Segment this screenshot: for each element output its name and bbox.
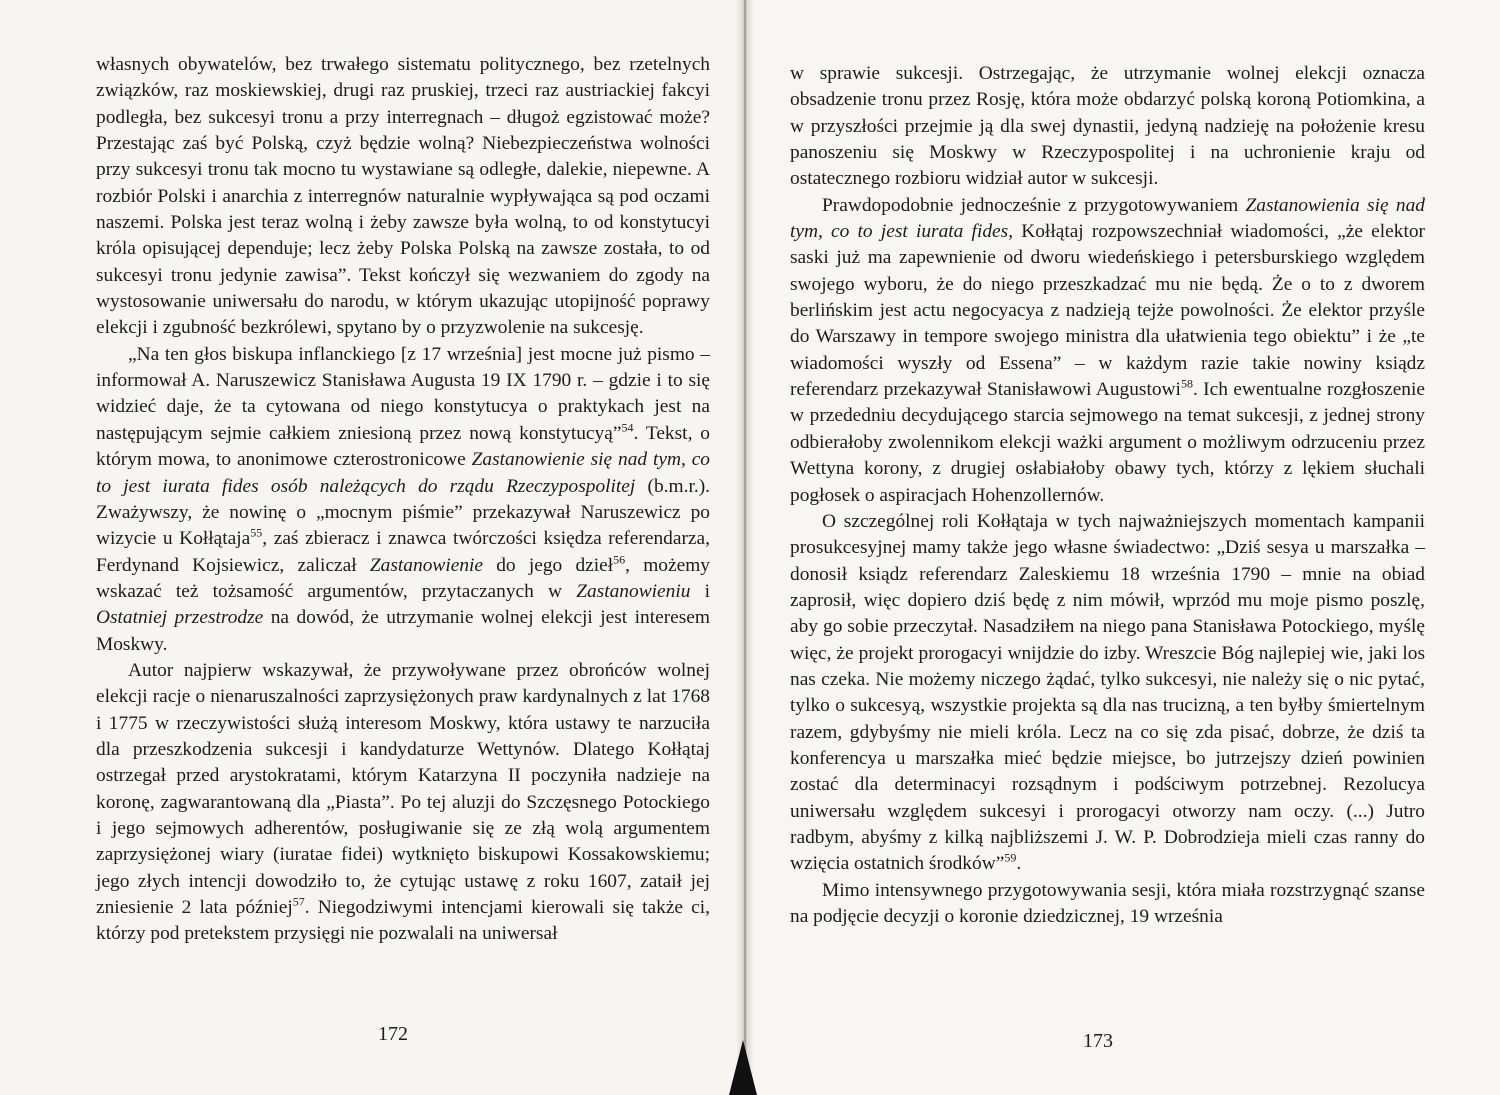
italic-title: Zastanowienie bbox=[369, 554, 484, 576]
text-run: Autor najpierw wskazywał, że przywoływane przez obrońców wolnej elekcji racje o nienaruszalności zaprzysiężonych praw kardynalnych z lat 1768 i 1775 w rzeczywistości służą interesom Moskwy, która ustawy te narzuciła dla przeszkodzenia sukcesji i kandydaturze Wettynów. Dlatego Kołłątaj ostrzegał przed arystokratami, którym Katarzyna II poczyniła nadzieje na koronę, zagwarantowaną dla „Piasta”. Po tej aluzji do Szczęsnego Potockiego i jego sejmowych adherentów, posługiwanie się ze złą wolą argumentem zaprzysiężonej wiary (iuratae fidei) wytknięto biskupowi Kossakowskiemu; jego złych intencji dowodziło to, że cytując ustawę z roku 1607, zataił jej zniesienie 2 lata później bbox=[96, 659, 710, 918]
paragraph bbox=[96, 52, 710, 342]
paragraph bbox=[790, 509, 1425, 878]
text-run: Prawdopodobnie jednocześnie z przygotowywaniem bbox=[822, 194, 1246, 216]
paragraph bbox=[96, 342, 710, 658]
footnote-ref: 55 bbox=[250, 525, 263, 540]
italic-title: Zastanowienia się nad tym, co to jest iurata fides bbox=[790, 194, 1425, 243]
text-run: O szczególnej roli Kołłątaja w tych najważniejszych momentach kampanii prosukcesyjnej mamy także jego własne świadectwo: „Dziś sesya u marszałka – donosił ksiądz referendarz Zaleskiemu 18 września 1790 – mnie na obiad zaprosił, więc dopiero dziś będę z nim mówił, wprzód mu moje pismo poszlę, aby go sobie przeczytał. Nasadziłem na niego pana Stanisława Potockiego, myślę więc, że projekt prorogacyi wnijdzie do izby. Wreszcie Bóg najlepiej wie, jaki los nas czeka. Nie możemy niczego żądać, tylko sukcesyi, nie należy się o nic pytać, tylko o sukcesyą, wszystkie projekta są dla nas trucizną, a ten byłby śmiertelnym razem, gdybyśmy nie mieli króla. Lecz na co się zda pisać, dobrze, że dziś ta konferencya u marszałka mieć będzie miejsce, bo jutrzejszy dzień powinien zostać dla determinacyi rozsądnym i podściwym potrzebnej. Rezolucya uniwersału względem sukcesyi i prorogacyi otworzy nam oczy. (...) Jutro radbym, abyśmy z kilką najbliższemi J. W. P. Dobrodzieja mieli czas ranny do wzięcia ostatnich środków” bbox=[790, 510, 1425, 875]
text-run: . Ich ewentualne rozgłoszenie w przededniu decydującego starcia sejmowego na temat sukcesji, z jednej strony odbierałoby zwolennikom elekcji ważki argument o możliwym odrzuceniu przez Wettyna korony, z drugiej osłabiałoby obawy tych, którzy z lękiem słuchali pogłosek o aspiracjach Hohenzollernów. bbox=[790, 379, 1425, 506]
text-run: (b.m.r.). Zważywszy, że nowinę o „mocnym piśmie” przekazywał Naruszewicz po wizycie u Kołłątaja bbox=[96, 475, 710, 550]
text-run: do jego dzieł bbox=[483, 554, 614, 576]
right-page-body bbox=[790, 61, 1425, 930]
book-gutter bbox=[736, 0, 754, 1095]
paragraph bbox=[96, 658, 710, 948]
page-number: 173 bbox=[1083, 1030, 1113, 1052]
text-run: własnych obywatelów, bez trwałego sistematu politycznego, bez rzetelnych związków, raz moskiewskiej, drugi raz pruskiej, trzeci raz austriackiej fakcyi podległa, bez sukcesyi tronu a przy interregnach – długoż egzistować może? Przestając zaś być Polską, czyż będzie wolną? Niebezpieczeństwa wolności przy sukcesyi tronu tak mocno tu wystawiane są odległe, dalekie, niepewne. A rozbiór Polski i anarchia z interregnów naturalnie wypływająca są pod oczami naszemi. Polska jest teraz wolną i żeby zawsze była wolną, to od konstytucyi króla opisującej dependuje; lecz żeby Polska Polską na zawsze została, to od sukcesyi tronu jedynie zawisa”. Tekst kończył się wezwaniem do zgody na wystosowanie uniwersału do narodu, w którym ukazując utopijność poprawy elekcji i zgubność bezkrólewi, spytano by o przyzwolenie na sukcesję. bbox=[96, 54, 710, 339]
text-run: i bbox=[690, 580, 710, 602]
text-run: , Kołłątaj rozpowszechniał wiadomości, „że elektor saski już ma zapewnienie od dworu wiedeńskiego i petersburskiego względem swojego wyboru, że do niego przeszkadzać mu nie będą. Że o to z dworem berlińskim jest actu negocyacya z nadzieją tejże powolności. Że elektor przyśle do Warszawy in tempore swojego ministra dla ułatwienia tego obiektu” i że „te wiadomości wyszły od Essena” – w każdym razie takie nowiny ksiądz referendarz przekazywał Stanisławowi Augustowi bbox=[790, 221, 1425, 401]
footnote-ref: 59 bbox=[1004, 850, 1017, 865]
page-number: 172 bbox=[378, 1023, 408, 1045]
text-run: , możemy wskazać też tożsamość argumentów, przytaczanych w bbox=[96, 554, 710, 602]
text-run: na dowód, że utrzymanie wolnej elekcji jest interesem Moskwy. bbox=[96, 607, 711, 655]
paragraph bbox=[790, 878, 1425, 931]
paragraph bbox=[790, 61, 1425, 193]
paragraph bbox=[790, 193, 1425, 509]
text-run: . bbox=[1016, 853, 1022, 875]
footnote-ref: 56 bbox=[613, 552, 626, 567]
left-page bbox=[0, 0, 745, 1095]
italic-title: Zastanowienie się nad tym, co to jest iurata fides osób należących do rządu Rzeczypospolitej bbox=[96, 449, 710, 497]
footnote-ref: 54 bbox=[621, 420, 634, 435]
gutter-shadow bbox=[729, 1040, 757, 1095]
italic-title: Ostatniej przestrodze bbox=[96, 607, 264, 629]
text-run: w sprawie sukcesji. Ostrzegając, że utrzymanie wolnej elekcji oznacza obsadzenie tronu przez Rosję, która może obdarzyć polską koroną Potiomkina, a w przyszłości przejmie ją dla swej dynastii, jedyną nadzieję na położenie kresu panoszeniu się Moskwy w Rzeczypospolitej i na uchronienie kraju od ostatecznego rozbioru widział autor w sukcesji. bbox=[790, 63, 1425, 190]
footnote-ref: 58 bbox=[1180, 376, 1193, 391]
text-run: . Niegodziwymi intencjami kierowali się także ci, którzy pod pretekstem przysięgi nie pozwalali na uniwersał bbox=[96, 897, 711, 945]
italic-title: Zastanowieniu bbox=[576, 580, 691, 602]
footnote-ref: 57 bbox=[292, 894, 305, 909]
text-run: . Tekst, o którym mowa, to anonimowe czterostronicowe bbox=[96, 422, 710, 471]
left-page-body bbox=[96, 52, 710, 948]
right-page bbox=[745, 0, 1500, 1095]
text-run: Mimo intensywnego przygotowywania sesji, która miała rozstrzygnąć szanse na podjęcie decyzji o koronie dziedzicznej, 19 września bbox=[790, 879, 1425, 927]
text-run: , zaś zbieracz i znawca twórczości księdza referendarza, Ferdynand Kojsiewicz, zaliczał bbox=[96, 528, 710, 576]
text-run: „Na ten głos biskupa inflanckiego [z 17 września] jest mocne już pismo – informował A. Naruszewicz Stanisława Augusta 19 IX 1790 r. – gdzie i to się widzieć daje, że ta cytowana od niego konstytucya o praktykach jest na następującym sejmie całkiem zniesioną przez nową konstytucyą” bbox=[96, 343, 710, 444]
